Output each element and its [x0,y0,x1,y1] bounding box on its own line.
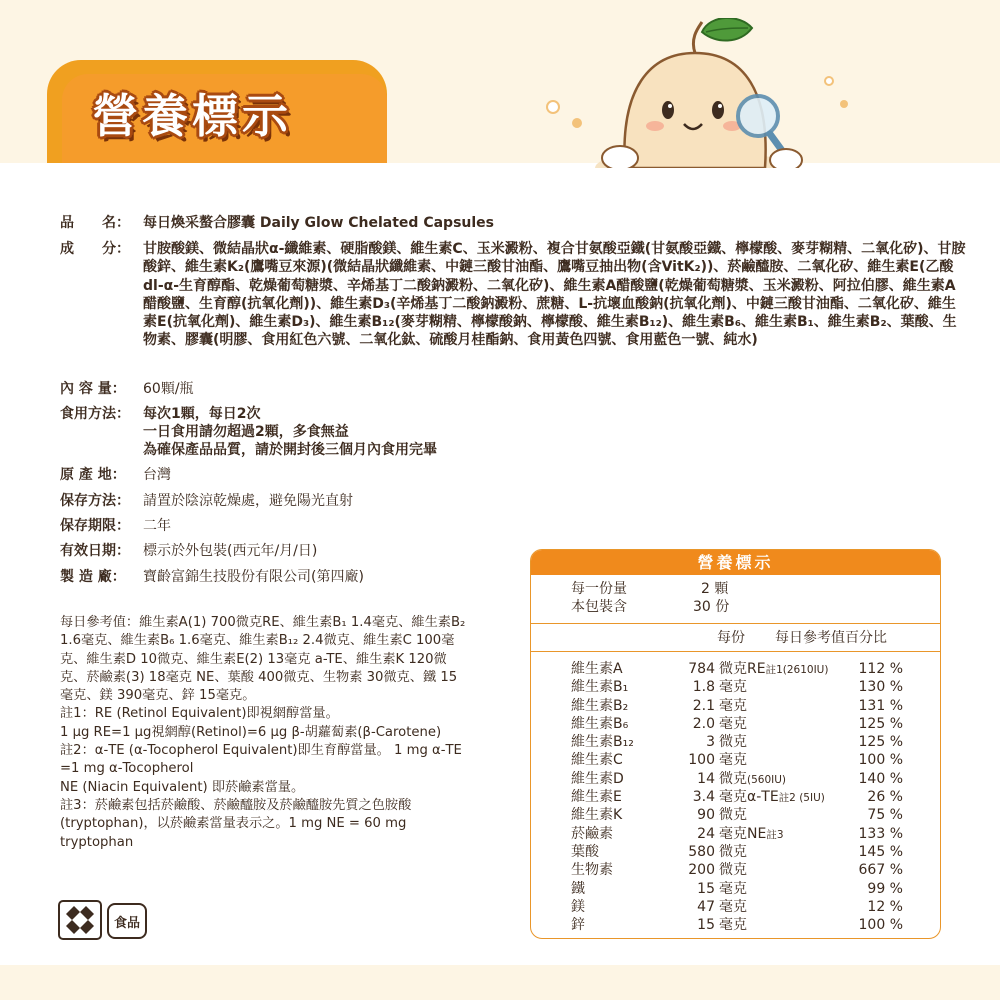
nutrient-unit: 毫克 [719,880,747,897]
nutrient-percent: 133 % [858,825,903,842]
nutrient-amount: 784 [688,661,715,677]
footer-band [0,965,1000,1000]
nutrient-unit: 毫克 [719,679,747,696]
nutrient-name: 維生素E [571,789,622,806]
nutrient-amount: 580 [688,843,715,860]
nutrient-unit: 微克RE [719,661,766,677]
usage-label: 食用方法： [60,406,130,422]
expiry-label: 有效日期： [60,543,130,559]
ingredients-text: 甘胺酸鎂、微結晶狀α-纖維素、硬脂酸鎂、維生素C、玉米澱粉、複合甘氨酸亞鐵(甘氨酸亞鐵、檸檬酸、麥芽糊精、二氧化矽)、甘胺酸鋅、維生素K₂(鷹嘴豆來源)(微結晶狀纖維素、中鏈三酸甘油酯、鷹嘴豆抽出物(含VitK₂))、菸鹼醯胺、二氧化矽、維生素E(乙酸dl-α-生育醇酯、乾燥葡萄糖漿、辛烯基丁二酸鈉澱粉、二氧化矽)、維生素A醋酸鹽(乾燥葡萄糖漿、玉米澱粉、阿拉伯膠、維生素A醋酸鹽、生育醇(抗氧化劑))、維生素D₃(辛烯基丁二酸鈉澱粉、蔗糖、L-抗壞血酸鈉(抗氧化劑)、中鏈三酸甘油酯、二氧化矽、維生素E(抗氧化劑)、維生素D₃)、維生素B₁₂(麥芽糊精、檸檬酸鈉、檸檬酸、維生素B₁₂)、維生素B₆、維生素B₁、維生素B₂、葉酸、生物素、膠囊(明膠、食用紅色六號、二氧化鈦、硫酸月桂酯鈉、食用黃色四號、食用藍色一號、純水) [143,241,966,349]
divider [531,651,940,652]
nutrient-percent: 26 % [867,789,903,806]
nutrient-amount: 90 [697,807,715,824]
nutrient-unit-cell [719,715,859,733]
nutrient-unit: 毫克 [719,917,747,934]
nutrient-unit-cell [719,806,859,824]
recycle-icon [58,900,102,940]
manufacturer-value: 寶齡富錦生技股份有限公司(第四廠) [143,569,364,585]
expiry-value: 標示於外包裝(西元年/月/日) [143,543,318,559]
reference-note: 註2：α-TE (α-Tocopherol Equivalent)即生育醇當量。 1 mg α-TE =1 mg α-Tocopherol [60,743,462,777]
nutrient-name: 葉酸 [571,843,599,860]
nutrient-unit: 微克 [719,843,747,860]
nutrient-name: 維生素D [571,770,624,787]
nutrition-panel [530,549,941,939]
nutrient-name: 維生素B₁₂ [571,734,634,751]
shelf-life-value: 二年 [143,518,171,534]
reference-note: 註1：RE (Retinol Equivalent)即視網醇當量。 [60,706,339,722]
reference-note: 註3：菸鹼素包括菸鹼酸、菸鹼醯胺及菸鹼醯胺先質之色胺酸(tryptophan)，以菸鹼素當量表示之。1 mg NE = 60 mg tryptophan [60,797,412,850]
nutrient-unit-cell [719,898,859,916]
nutrient-amount: 2.1 [692,697,715,714]
nutrient-unit-cell [719,770,859,788]
origin-label: 原 產 地： [60,467,126,483]
nutrient-amount: 24 [697,825,715,842]
nutrient-unit-cell [719,697,859,715]
nutrient-percent: 12 % [867,898,903,915]
usage-line: 一日食用請勿超過2顆，多食無益 [143,424,349,440]
food-badge: 食品 [107,903,147,939]
nutrient-unit-cell [719,788,859,806]
origin-value: 台灣 [143,467,171,483]
nutrient-amount: 200 [688,862,715,879]
nutrient-name: 鋅 [571,917,585,934]
product-name-label: 品 名： [60,215,130,231]
nutrient-unit-cell [719,861,859,879]
nutrient-amount: 100 [688,752,715,769]
nutrient-percent: 75 % [867,807,903,824]
reference-notes [60,614,470,852]
reference-note: NE (Niacin Equivalent) 即菸鹼素當量。 [60,779,305,795]
nutrient-unit: 毫克 [719,752,747,769]
nutrient-amount: 3 [706,734,715,751]
nutrient-percent: 100 % [858,917,903,934]
nutrient-unit-cell [719,751,859,769]
nutrient-unit: 毫克α-TE [719,789,779,806]
nutrient-name: 生物素 [571,862,613,879]
storage-value: 請置於陰涼乾燥處，避免陽光直射 [143,493,353,509]
divider [531,623,940,624]
nutrient-name: 維生素K [571,807,623,824]
reference-note: 每日參考值：維生素A(1) 700微克RE、維生素B₁ 1.4毫克、維生素B₂ 1.6毫克、維生素B₆ 1.6毫克、維生素B₁₂ 2.4微克、維生素C 100毫克、維生素D 10微克、維生素E(2) 13毫克 a-TE、維生素K 120微克、菸鹼素(3) 18毫克 NE、葉酸 400微克、生物素 30微克、鐵 15毫克、鎂 390毫克、鋅 15毫克。 [60,615,466,704]
nutrient-unit-column [719,660,859,934]
decor-dot [572,118,582,128]
nutrient-unit-cell [719,660,859,678]
nutrient-percent: 131 % [858,697,903,714]
nutrient-unit: 毫克 [719,715,747,732]
reference-note: 1 μg RE=1 μg視網醇(Retinol)=6 μg β-胡蘿蔔素(β-Carotene) [60,724,442,740]
ingredients-label: 成 分： [60,241,130,257]
nutrient-name: 菸鹼素 [571,825,613,842]
nutrient-amount: 2.0 [692,715,715,732]
content-value: 60顆/瓶 [143,381,194,397]
nutrient-amount: 47 [697,898,715,915]
nutrient-percent: 125 % [858,715,903,732]
nutrient-amount: 14 [697,770,715,787]
nutrient-name: 維生素C [571,752,623,769]
nutrient-name-column [571,660,661,934]
nutrient-percent: 130 % [858,679,903,696]
usage-line: 每次1顆，每日2次 [143,406,261,422]
nutrient-percent: 99 % [867,880,903,897]
usage-line: 為確保產品品質，請於開封後三個月內食用完畢 [143,442,437,458]
nutrient-amount: 15 [697,917,715,934]
nutrient-name: 維生素B₂ [571,697,629,714]
nutrient-unit-cell [719,880,859,898]
nutrient-note: 註2 (5IU) [778,792,825,805]
nutrition-title: 營養標示 [531,550,940,575]
nutrient-unit: 毫克 [719,898,747,915]
nutrient-name: 維生素B₆ [571,715,629,732]
nutrient-percent: 140 % [858,770,903,787]
nutrient-amount: 15 [697,880,715,897]
nutrient-unit: 毫克NE [719,825,767,842]
nutrient-unit-cell [719,825,859,843]
nutrient-percent: 667 % [858,862,903,879]
nutrient-percent: 112 % [858,661,903,677]
storage-label: 保存方法： [60,493,130,509]
manufacturer-label: 製 造 廠： [60,569,126,585]
nutrient-unit-cell [719,916,859,934]
nutrient-percent: 145 % [858,843,903,860]
per-serving-value: 2 顆 [701,581,729,597]
nutrient-percent: 125 % [858,734,903,751]
nutrient-unit-cell [719,678,859,696]
shelf-life-label: 保存期限： [60,518,130,534]
nutrient-unit-cell [719,843,859,861]
nutrient-amount: 3.4 [692,789,715,806]
mascot-illustration [590,18,820,168]
nutrient-amount: 1.8 [692,679,715,696]
nutrient-unit: 微克 [719,862,747,879]
nutrient-note: (560IU) [747,773,787,786]
nutrient-unit: 微克 [719,807,747,824]
nutrient-name: 維生素A [571,661,623,677]
decor-dot [824,76,834,86]
column-per-serving: 每份 [717,630,745,646]
decor-dot [546,100,560,114]
nutrient-note: 註3 [766,828,784,841]
nutrient-percent: 100 % [858,752,903,769]
decor-dot [840,100,848,108]
page-title: 營養標示 [92,89,292,143]
servings-label: 本包裝含 [571,599,627,615]
nutrient-unit: 毫克 [719,697,747,714]
nutrient-name: 維生素B₁ [571,679,629,696]
nutrient-name: 鎂 [571,898,585,915]
nutrient-unit-cell [719,733,859,751]
nutrient-unit: 微克 [719,734,747,751]
product-name: 每日煥采螯合膠囊 Daily Glow Chelated Capsules [143,215,494,231]
nutrient-amount-column [671,660,715,934]
content-label: 內 容 量： [60,381,126,397]
servings-value: 30 份 [693,599,730,615]
nutrient-unit: 微克 [719,770,747,787]
column-daily-percent: 每日參考值百分比 [775,630,887,646]
nutrient-name: 鐵 [571,880,585,897]
nutrient-percent-column [845,660,903,934]
per-serving-label: 每一份量 [571,581,627,597]
nutrient-note: 註1(2610IU) [765,664,829,676]
